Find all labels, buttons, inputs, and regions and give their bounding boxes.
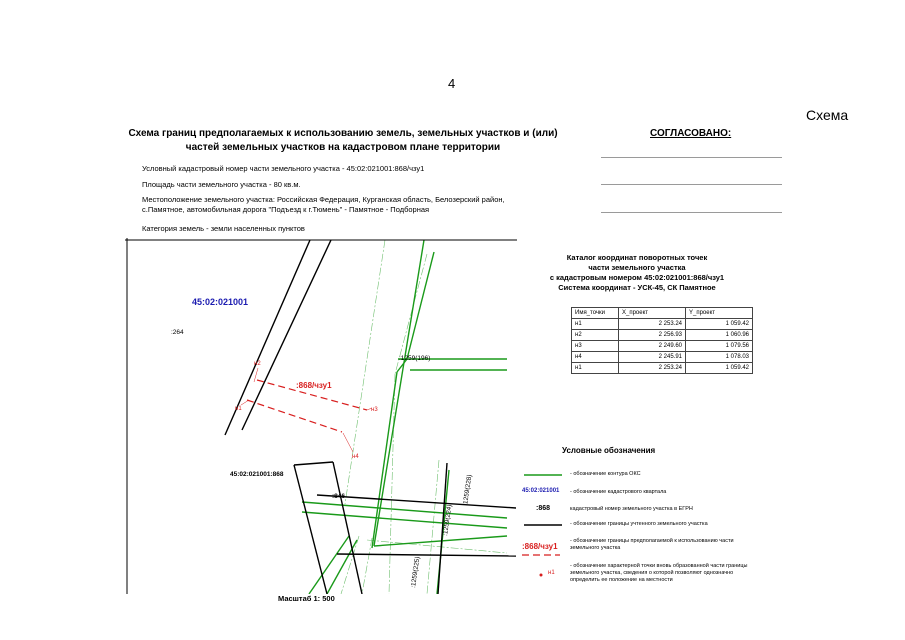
legend-title: Условные обозначения — [562, 446, 656, 455]
legend-boundary-symbol — [524, 522, 564, 528]
legend-part-symbol — [522, 552, 562, 558]
point-n4-label: н4 — [352, 454, 359, 460]
parcel-264-label: :264 — [171, 329, 184, 336]
x-cell: 2 249.60 — [619, 341, 686, 352]
oks-contour — [302, 240, 507, 594]
point-name-cell: н4 — [572, 352, 619, 363]
signature-line — [601, 184, 782, 185]
cadastral-map — [127, 240, 516, 594]
legend-parcel-text: кадастровый номер земельного участка в ЕГРН — [570, 506, 693, 512]
land-category: Категория земель - земли населенных пунктов — [142, 224, 305, 233]
parcel-1259-228-label: :1259(228) — [462, 474, 474, 507]
point-name-cell: н1 — [572, 363, 619, 374]
point-name-cell: н2 — [572, 330, 619, 341]
table-row — [572, 363, 753, 374]
table-header-row — [572, 308, 753, 319]
location-line-2: с.Памятное, автомобильная дорога "Подъезд к г.Тюмень" - Памятное - Подборная — [142, 205, 430, 214]
legend-point-text: - обозначение характерной точки вновь образованной части границы земельного участка, сведения о которой позволяют однозначно определить ее положение на местности — [570, 563, 748, 583]
document-title: Схема границ предполагаемых к использованию земель, земельных участков и (или) частей земельных участков на кадастровом плане территории — [128, 128, 558, 153]
parcel-868-label: 45:02:021001:868 — [230, 471, 284, 478]
point-name-cell: н3 — [572, 341, 619, 352]
map-left-border — [125, 238, 129, 594]
parcel-boundaries — [225, 240, 516, 594]
coordinates-table — [571, 307, 753, 374]
table-row — [572, 352, 753, 363]
point-n3-label: н3 — [371, 407, 378, 413]
signature-line — [601, 212, 782, 213]
catalog-title-line: части земельного участка — [588, 263, 686, 272]
x-cell: 2 245.91 — [619, 352, 686, 363]
parcel-1259-225-label: :1259(225) — [410, 556, 422, 589]
legend-quarter-key: 45:02:021001 — [522, 488, 560, 494]
cadastral-part-number: Условный кадастровый номер части земельного участка - 45:02:021001:868/чзу1 — [142, 164, 425, 173]
table-row — [572, 341, 753, 352]
catalog-title — [528, 253, 746, 293]
legend-parcel-key: :868 — [536, 505, 551, 512]
table-row — [572, 319, 753, 330]
point-n2-label: н2 — [254, 361, 261, 367]
legend-quarter-text: - обозначение кадастрового квартала — [570, 489, 667, 495]
y-cell: 1 060.96 — [686, 330, 753, 341]
table-row — [572, 330, 753, 341]
parcel-846-label: :846 — [332, 493, 346, 500]
catalog-title-line: Система координат - УСК-45, СК Памятное — [558, 283, 716, 292]
x-cell: 2 253.24 — [619, 319, 686, 330]
part-area: Площадь части земельного участка - 80 кв.м. — [142, 180, 301, 189]
column-header: X_проект — [619, 308, 686, 319]
legend-oks-text: - обозначение контура ОКС — [570, 471, 641, 477]
parcel-1259-224-label: :1259(224) — [442, 504, 454, 537]
schema-heading: Схема — [806, 107, 849, 123]
column-header: Имя_точки — [572, 308, 619, 319]
map-scale: Масштаб 1: 500 — [278, 594, 335, 603]
column-header: Y_проект — [686, 308, 753, 319]
legend-oks-symbol — [524, 472, 564, 478]
legend-part-text: - обозначение границы предполагаемой к использованию части земельного участка — [570, 538, 734, 551]
legend-point-key: н1 — [548, 570, 555, 576]
quarter-label: 45:02:021001 — [192, 297, 249, 307]
y-cell: 1 079.56 — [686, 341, 753, 352]
y-cell: 1 059.42 — [686, 363, 753, 374]
legend-boundary-text: - обозначение границы учтенного земельного участка — [570, 521, 708, 527]
page-number: 4 — [448, 76, 456, 91]
agreed-label: СОГЛАСОВАНО: — [650, 128, 732, 139]
y-cell: 1 078.03 — [686, 352, 753, 363]
point-name-cell: н1 — [572, 319, 619, 330]
catalog-title-line: Каталог координат поворотных точек — [566, 253, 708, 262]
map-top-border — [125, 238, 517, 242]
x-cell: 2 253.24 — [619, 363, 686, 374]
location-line-1: Местоположение земельного участка: Российская Федерация, Курганская область, Белозерский район, — [142, 195, 505, 204]
point-n1-label: н1 — [235, 406, 242, 412]
y-cell: 1 059.42 — [686, 319, 753, 330]
legend-part-key: :868/чзу1 — [522, 542, 558, 551]
legend-point-icon — [538, 572, 544, 578]
x-cell: 2 256.93 — [619, 330, 686, 341]
parcel-1259-196-label: :1259(196) — [399, 355, 431, 362]
signature-line — [601, 157, 782, 158]
part-label: :868/чзу1 — [296, 381, 332, 390]
catalog-title-line: с кадастровым номером 45:02:021001:868/чзу1 — [549, 273, 725, 282]
